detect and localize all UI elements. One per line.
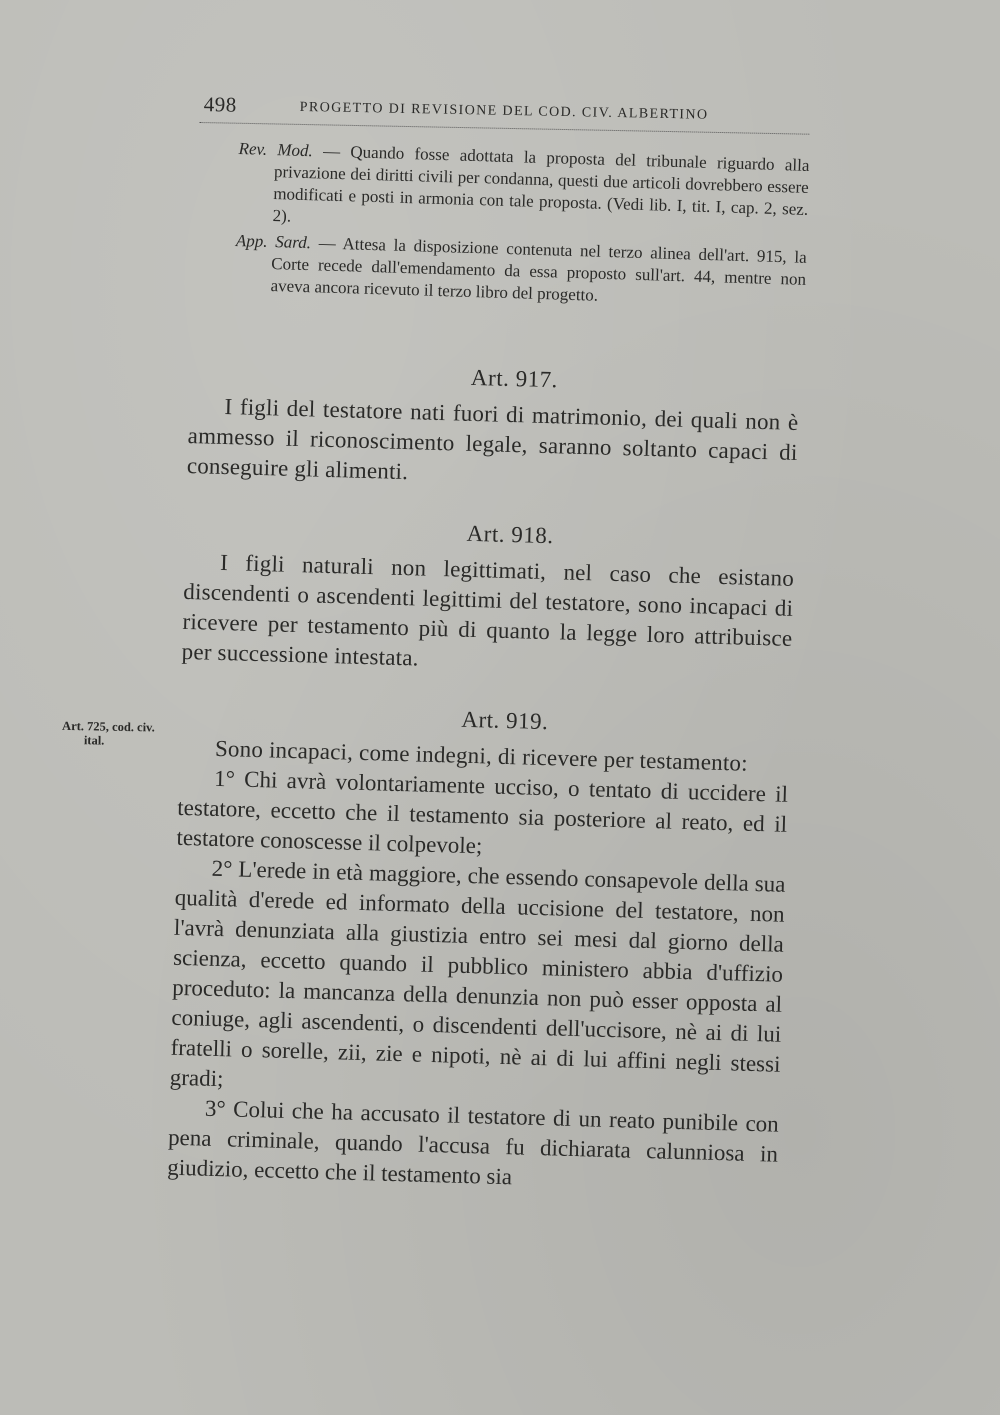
article-item: 1° Chi avrà volontariamente ucciso, o tentato di uccidere il testatore, eccetto che il testamento sia posteriore al reato, ed il testatore conoscesse il colpevole;: [176, 765, 789, 859]
article-heading: Art. 917.: [470, 364, 559, 393]
note-text: — Attesa la disposizione contenuta nel terzo alinea dell'art. 915, la Corte recede dall'emendamento da essa proposto sull'art. 44, mentre non aveva ancora ricevuto il terzo libro del progetto.: [270, 233, 807, 305]
article-text: I figli naturali non legittimati, nel caso che esistano discendenti o ascendenti legittimi del testatore, sono incapaci di ricevere per testamento più di quanto la legge loro attribuisce per successione intestata.: [181, 549, 795, 671]
editorial-notes: [200, 137, 810, 317]
article-heading: Art. 919.: [461, 706, 549, 735]
page-header: [199, 92, 809, 135]
article-919: [167, 697, 790, 1200]
article-918: [181, 511, 795, 684]
margin-reference-line: ital.: [83, 733, 105, 748]
article-text: Sono incapaci, come indegni, di ricevere per testamento:: [214, 735, 749, 776]
article-heading: Art. 918.: [466, 520, 554, 549]
note-text: — Quando fosse adottata la proposta del tribunale riguardo alla privazione dei diritti civili per condanna, questi due articoli dovrebbero essere modificati e posti in armonia con tale proposta. (Vedi lib. I, tit. I, cap. 2, sez. 2).: [272, 141, 810, 226]
note-rev-mod: [202, 137, 809, 243]
running-head: PROGETTO DI REVISIONE DEL COD. CIV. ALBERTINO: [299, 99, 709, 123]
article-item: 2° L'erede in età maggiore, che essendo consapevole della sua qualità d'erede ed informato della uccisione del testatore, non l'avrà denunziata alla giustizia entro sei mesi dal giorno della scienza, eccetto quando il pubblico ministero abbia d'uffizio proceduto: la mancanza della denunzia non può esser opposta al coniuge, agli ascendenti, o discendenti dell'uccisore, nè ai di lui fratelli o sorelle, zii, zie e nipoti, nè ai di lui affini negli stessi gradi;: [169, 855, 786, 1092]
page-number: 498: [203, 92, 237, 117]
main-text: [166, 355, 800, 1230]
article-917: [186, 355, 799, 498]
article-item: 3° Colui che ha accusato il testatore di un reato punibile con pena criminale, quando l'accusa fu dichiarata calunniosa in giudizio, eccetto che il testamento sia: [166, 1095, 780, 1190]
margin-reference: [62, 719, 192, 749]
note-source: App. Sard.: [235, 230, 312, 253]
margin-reference-line: Art. 725, cod. civ.: [62, 718, 155, 735]
note-app-sard: [200, 229, 807, 313]
note-source: Rev. Mod.: [238, 139, 314, 161]
article-text: I figli del testatore nati fuori di matrimonio, dei quali non è ammesso il riconoscimento legale, saranno soltanto capaci di conseguire gli alimenti.: [186, 393, 799, 485]
